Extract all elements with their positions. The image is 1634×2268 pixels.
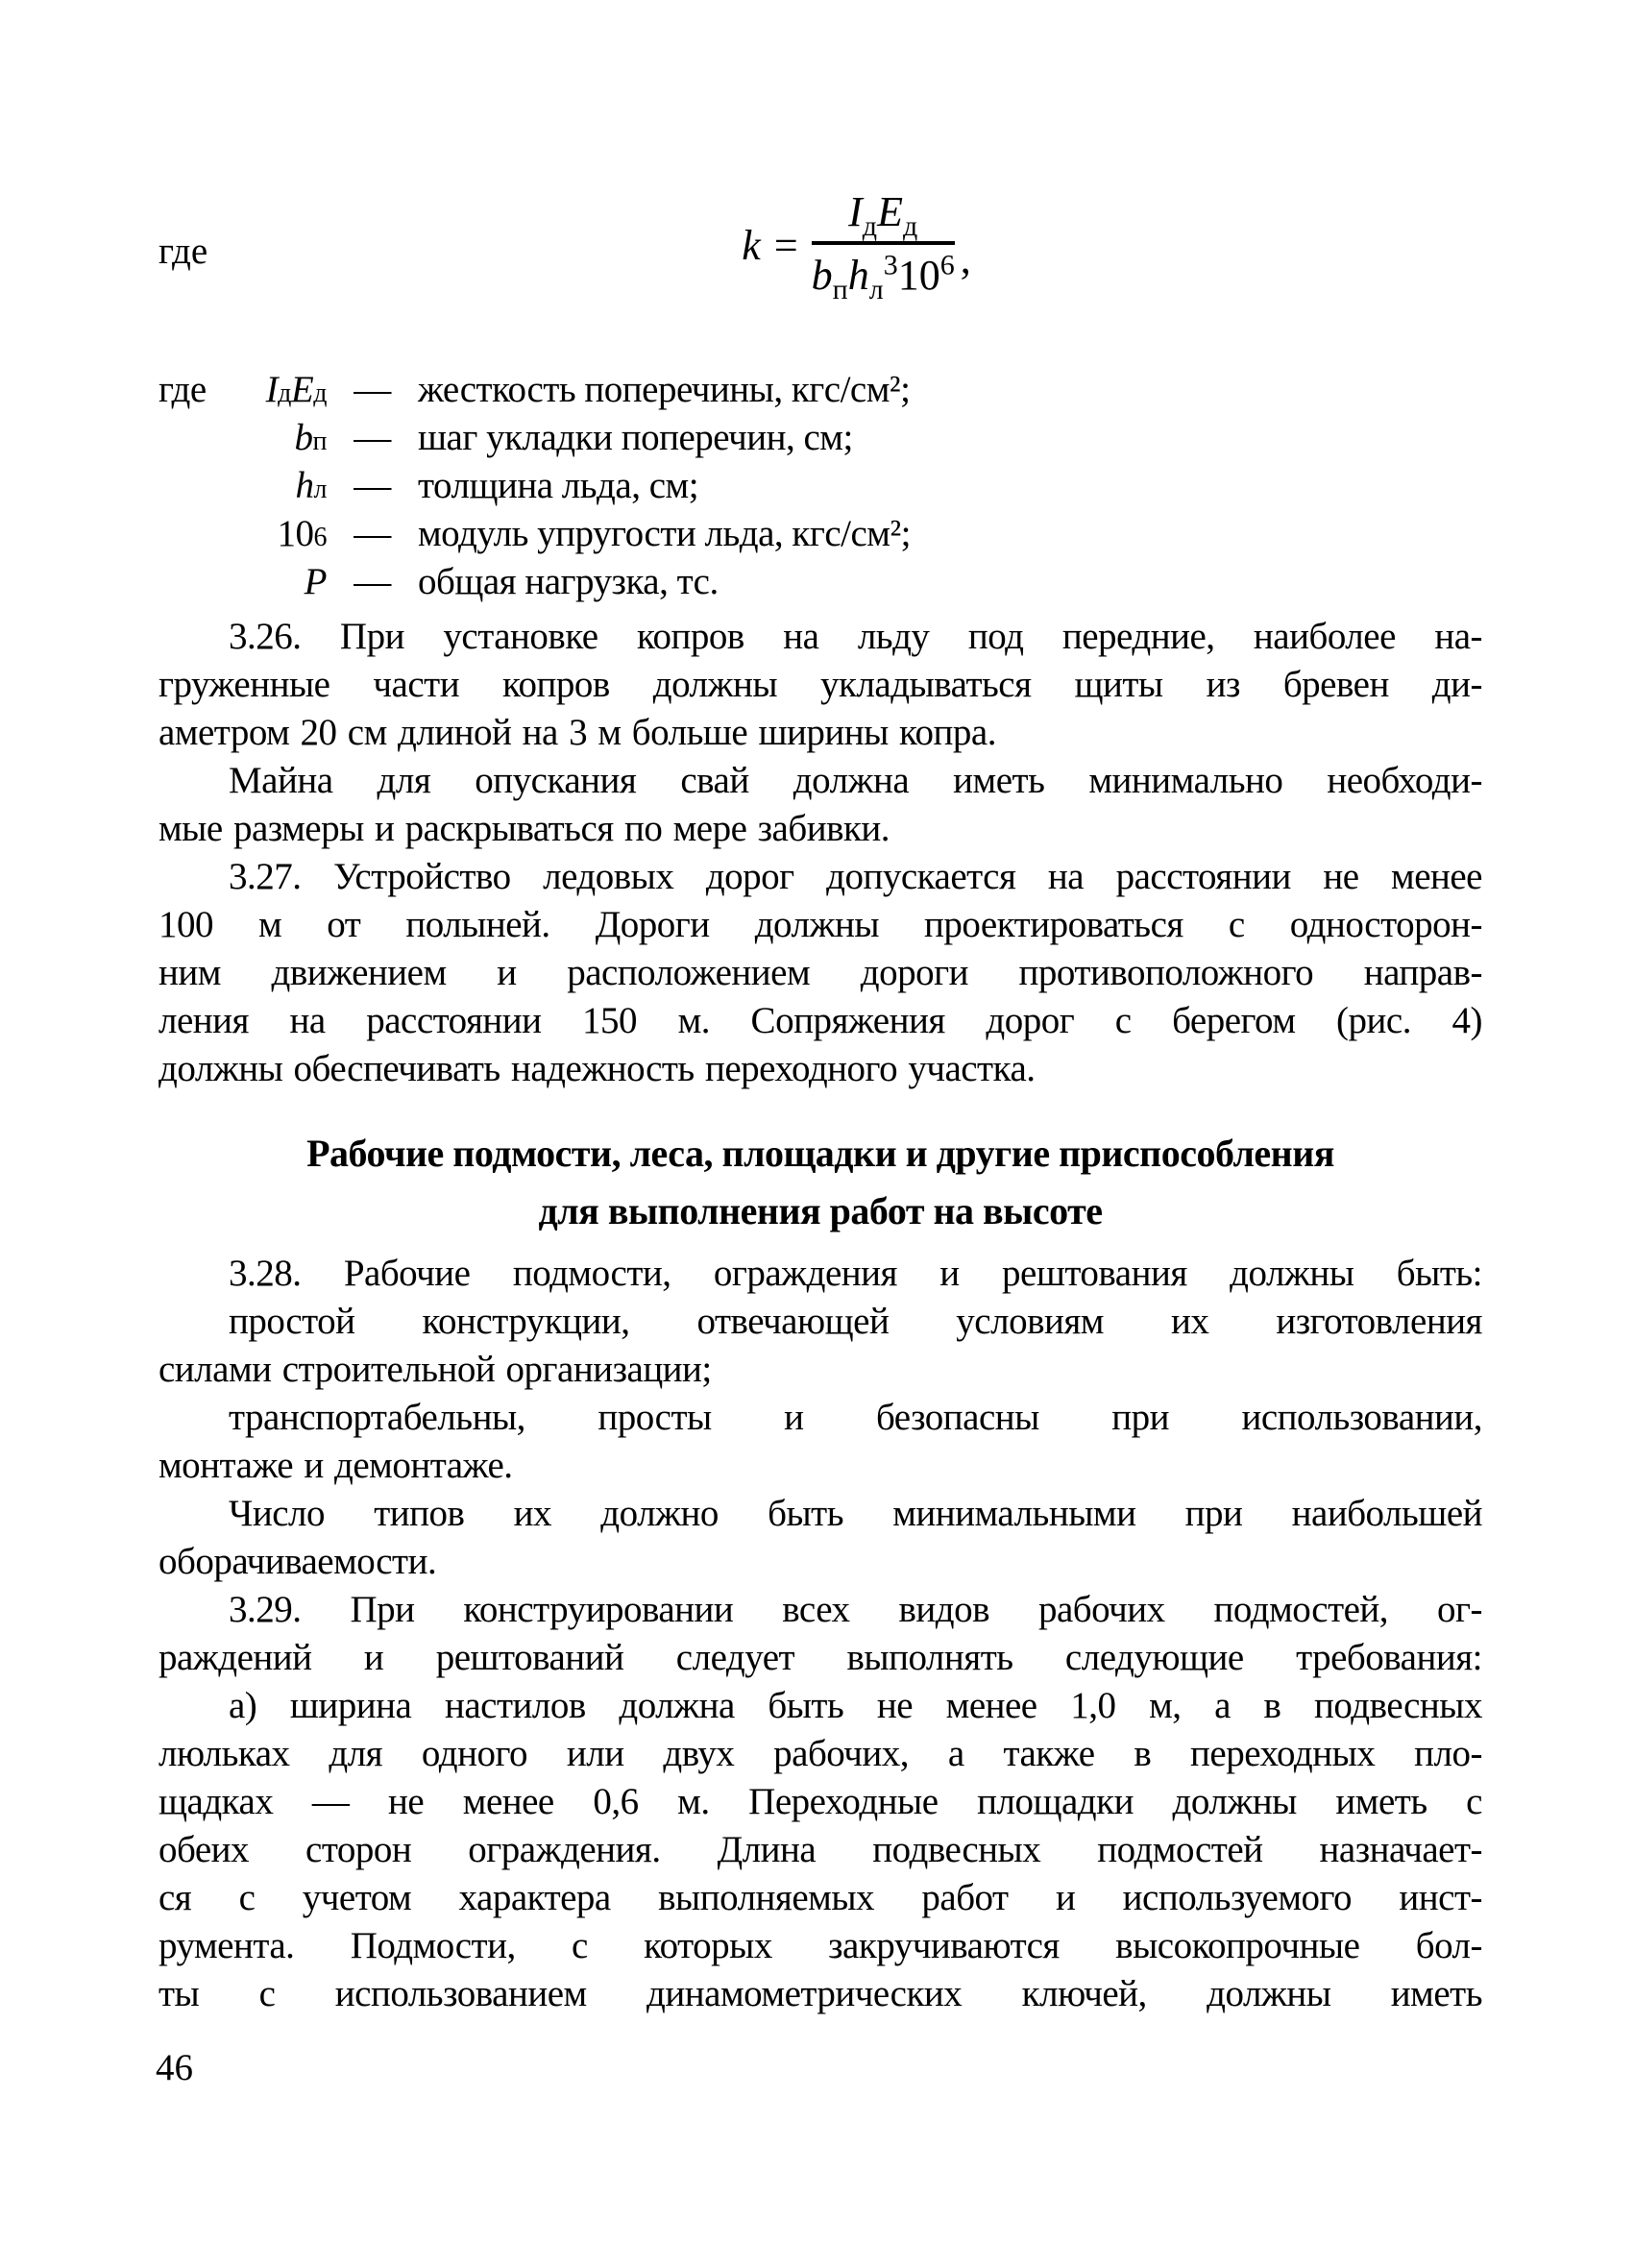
symbol-superscript: 3 xyxy=(883,249,898,281)
text-line: люльках для одного или двух рабочих, а также в переходных пло- xyxy=(159,1733,1482,1774)
symbol-base: b xyxy=(811,252,833,299)
text-line: должны обеспечивать надежность переходного участка. xyxy=(159,1048,1036,1089)
text-line: раждений и рештований следует выполнять следующие требования: xyxy=(159,1637,1482,1678)
definition-description: толщина льда, см; xyxy=(418,465,699,506)
definition-dash: — xyxy=(354,369,391,410)
symbol-base: I xyxy=(265,369,279,410)
definition-prefix: где xyxy=(159,369,207,410)
symbol-subscript: л xyxy=(868,273,884,305)
definition-row xyxy=(159,558,1482,606)
text-line: ся с учетом характера выполняемых работ и используемого инст- xyxy=(159,1877,1482,1918)
formula-denominator xyxy=(811,245,955,305)
text-line: ты с использованием динамометрических ключей, должны иметь xyxy=(159,1973,1482,2014)
text-line: обеих сторон ограждения. Длина подвесных подмостей назначает- xyxy=(159,1829,1482,1870)
definition-description: жесткость поперечины, кгс/см²; xyxy=(418,369,911,410)
symbol-base: E xyxy=(290,369,314,410)
text-line: ним движением и расположением дороги противоположного направ- xyxy=(159,952,1482,993)
text-line: оборачиваемости. xyxy=(159,1541,437,1582)
symbol-superscript: 6 xyxy=(939,249,955,281)
definition-term: 10 6 xyxy=(159,510,327,558)
definition-dash: — xyxy=(354,513,391,554)
text-line: мые размеры и раскрываться по мере забивки. xyxy=(159,808,890,849)
symbol-subscript: д xyxy=(862,209,878,242)
symbol-base: I xyxy=(848,188,863,235)
definition-term: h л xyxy=(159,462,327,510)
definition-term xyxy=(159,558,327,606)
formula-comma: , xyxy=(960,234,971,282)
text-line: 3.26. При установке копров на льду под передние, наиболее на- xyxy=(229,616,1482,657)
definition-row xyxy=(159,510,1482,558)
definition-description: модуль упругости льда, кгс/см²; xyxy=(418,513,912,554)
symbol-subscript: п xyxy=(832,273,848,305)
text-line: силами строительной организации; xyxy=(159,1349,712,1390)
symbol-base: h xyxy=(295,465,314,506)
definition-row xyxy=(159,414,1482,462)
text-line: простой конструкции, отвечающей условиям их изготовления xyxy=(229,1301,1482,1342)
text-line: груженные части копров должны укладываться щиты из бревен ди- xyxy=(159,664,1482,705)
formula-lhs: k xyxy=(742,221,761,269)
paragraphs-326-327 xyxy=(159,613,1482,1093)
text-line: 3.28. Рабочие подмости, ограждения и рештования должны быть: xyxy=(229,1253,1482,1294)
symbol-base: P xyxy=(304,561,327,602)
definition-description: общая нагрузка, тс. xyxy=(418,561,719,602)
definition-row xyxy=(159,462,1482,510)
text-line: ления на расстоянии 150 м. Сопряжения дорог с берегом (рис. 4) xyxy=(159,1000,1482,1041)
definition-term: где I д E д xyxy=(159,366,327,414)
symbol-base: 10 xyxy=(897,252,940,299)
definition-dash: — xyxy=(354,465,391,506)
page-number: 46 xyxy=(156,2047,193,2088)
text-line: монтаже и демонтаже. xyxy=(159,1445,513,1486)
definition-row xyxy=(159,366,1482,414)
text-line: щадках — не менее 0,6 м. Переходные площадки должны иметь с xyxy=(159,1781,1482,1822)
text-line: 3.27. Устройство ледовых дорог допускается на расстоянии не менее xyxy=(229,856,1482,897)
text-line: Число типов их должно быть минимальными при наибольшей xyxy=(229,1493,1482,1534)
formula-block xyxy=(159,178,1482,312)
section-heading-line: Рабочие подмости, леса, площадки и другие приспособления xyxy=(306,1132,1334,1175)
definition-term: b п xyxy=(159,414,327,462)
symbol-base: 10 xyxy=(277,513,314,554)
section-heading xyxy=(159,1125,1482,1240)
symbol-base: h xyxy=(847,252,869,299)
text-line: а) ширина настилов должна быть не менее 1,0 м, а в подвесных xyxy=(229,1685,1482,1726)
definition-description: шаг укладки поперечин, см; xyxy=(418,417,853,458)
formula-intro-label: где xyxy=(159,231,208,272)
text-line: транспортабельны, просты и безопасны при использовании, xyxy=(229,1397,1482,1438)
text-line: румента. Подмости, с которых закручиваются высокопрочные бол- xyxy=(159,1925,1482,1966)
symbol-subscript: д xyxy=(902,209,918,242)
formula-equals: = xyxy=(773,221,798,269)
text-line: Майна для опускания свай должна иметь минимально необходи- xyxy=(229,760,1482,801)
text-line: 3.29. При конструировании всех видов рабочих подмостей, ог- xyxy=(229,1589,1482,1630)
symbol-base: b xyxy=(294,417,313,458)
formula xyxy=(742,188,971,305)
text-line: 100 м от полыней. Дороги должны проектироваться с односторон- xyxy=(159,904,1482,945)
definition-dash: — xyxy=(354,561,391,602)
formula-numerator xyxy=(812,189,955,245)
symbol-base: E xyxy=(877,188,903,235)
formula-fraction xyxy=(811,188,955,305)
definitions-list xyxy=(159,366,1482,606)
definition-dash: — xyxy=(354,417,391,458)
paragraphs-328-329 xyxy=(159,1250,1482,2018)
text-line: аметром 20 см длиной на 3 м больше ширины копра. xyxy=(159,712,996,753)
section-heading-line: для выполнения работ на высоте xyxy=(538,1189,1103,1232)
